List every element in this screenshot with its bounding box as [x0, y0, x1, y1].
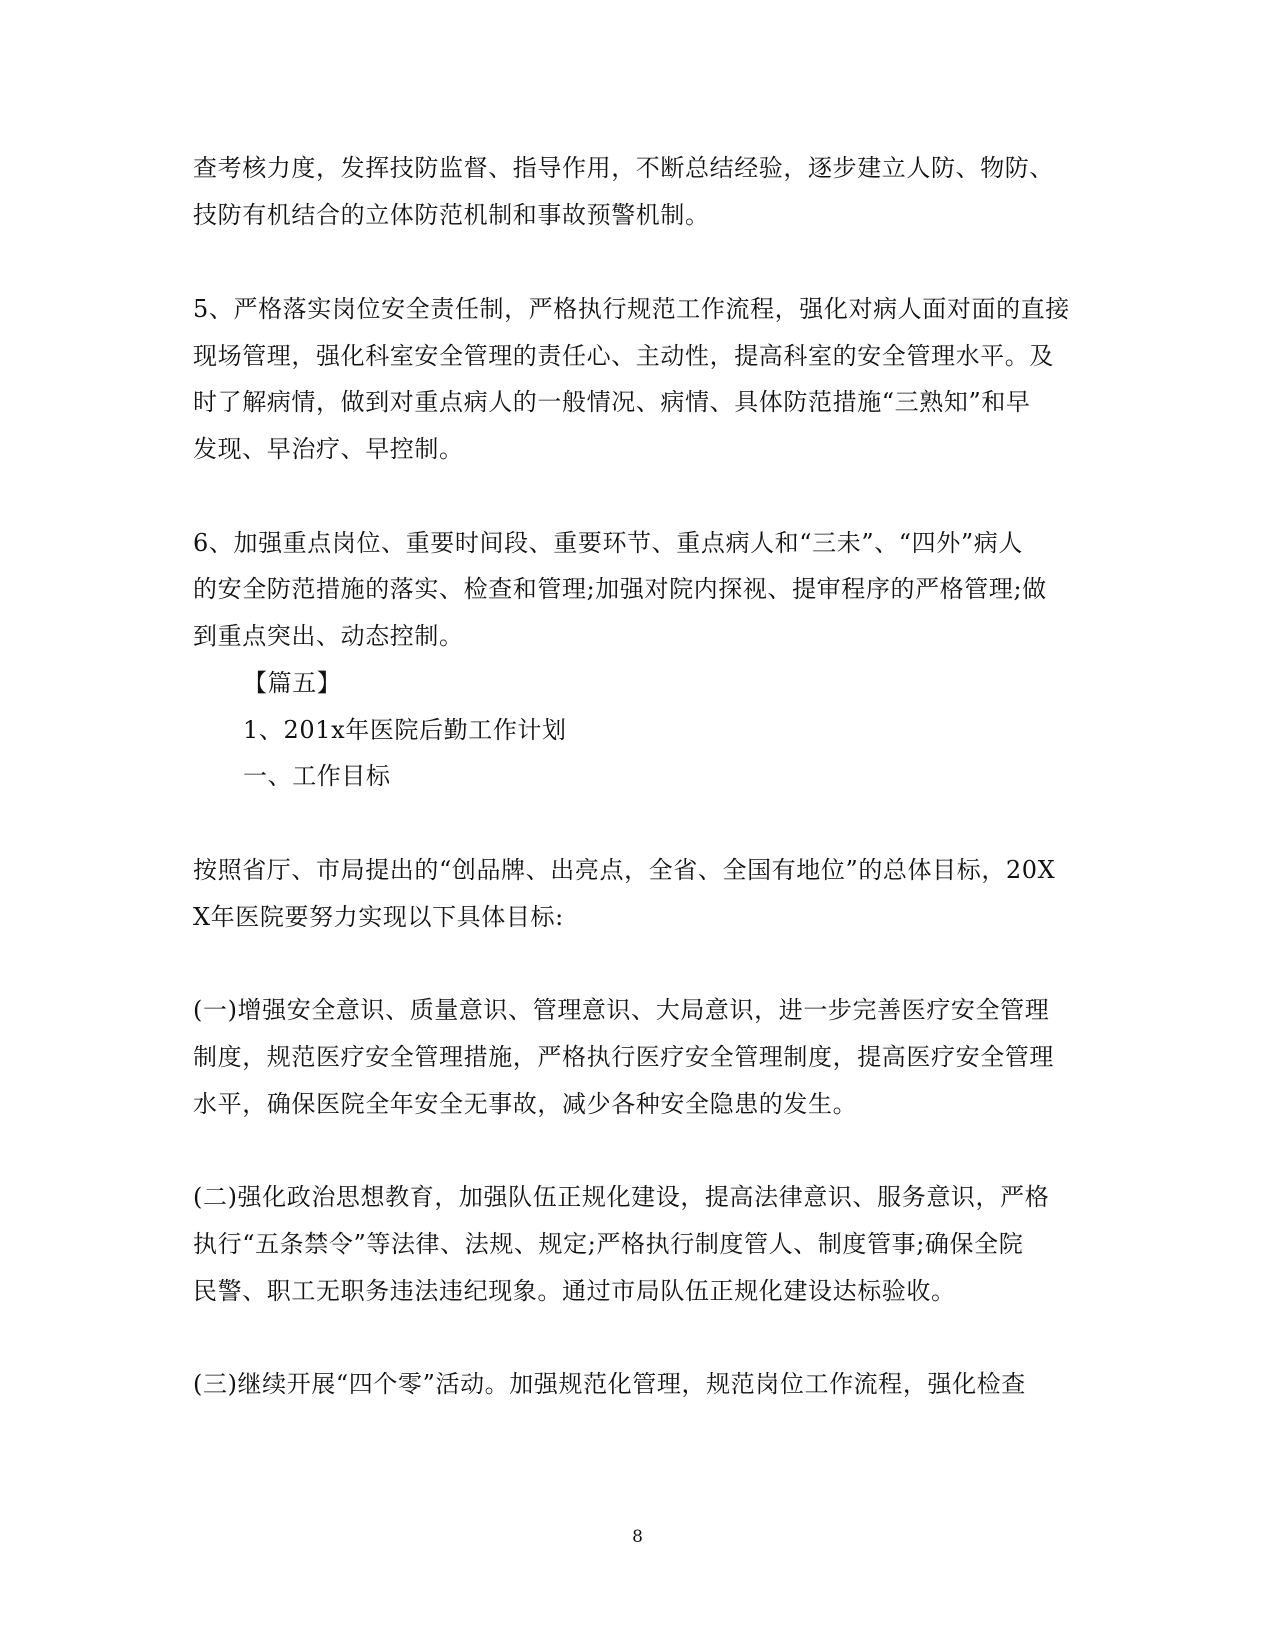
paragraph-line: 水平，确保医院全年安全无事故，减少各种安全隐患的发生。	[193, 1090, 858, 1118]
paragraph-line: 制度，规范医疗安全管理措施，严格执行医疗安全管理制度，提高医疗安全管理	[193, 1043, 1054, 1071]
paragraph-line: (二)强化政治思想教育，加强队伍正规化建设，提高法律意识、服务意识，严格	[193, 1183, 1050, 1211]
section-heading: 【篇五】	[243, 669, 342, 697]
paragraph-line: 时了解病情，做到对重点病人的一般情况、病情、具体防范措施“三熟知”和早	[193, 388, 1031, 416]
paragraph-line: 现场管理，强化科室安全管理的责任心、主动性，提高科室的安全管理水平。及	[193, 342, 1054, 370]
paragraph-line: 6、加强重点岗位、重要时间段、重要环节、重点病人和“三未”、“四外”病人	[193, 529, 1023, 557]
paragraph-line: 查考核力度，发挥技防监督、指导作用，不断总结经验，逐步建立人防、物防、	[193, 154, 1054, 182]
paragraph-line: 的安全防范措施的落实、检查和管理;加强对院内探视、提审程序的严格管理;做	[193, 575, 1047, 603]
page-number: 8	[632, 1527, 643, 1547]
paragraph-line: 到重点突出、动态控制。	[193, 622, 464, 650]
paragraph-line: 民警、职工无职务违法违纪现象。通过市局队伍正规化建设达标验收。	[193, 1277, 956, 1305]
paragraph-line: 技防有机结合的立体防范机制和事故预警机制。	[193, 201, 710, 229]
paragraph-line: 5、严格落实岗位安全责任制，严格执行规范工作流程，强化对病人面对面的直接	[193, 295, 1070, 323]
paragraph-line: (一)增强安全意识、质量意识、管理意识、大局意识，进一步完善医疗安全管理	[193, 996, 1050, 1024]
paragraph-line: X年医院要努力实现以下具体目标:	[193, 903, 564, 931]
goals-heading: 一、工作目标	[243, 762, 391, 790]
paragraph-line: 执行“五条禁令”等法律、法规、规定;严格执行制度管人、制度管事;确保全院	[193, 1230, 1024, 1258]
document-title: 1、201x年医院后勤工作计划	[243, 716, 567, 744]
paragraph-line: 按照省厅、市局提出的“创品牌、出亮点，全省、全国有地位”的总体目标，20X	[193, 856, 1056, 884]
paragraph-line: 发现、早治疗、早控制。	[193, 435, 464, 463]
paragraph-line: (三)继续开展“四个零”活动。加强规范化管理，规范岗位工作流程，强化检查	[193, 1370, 1026, 1398]
